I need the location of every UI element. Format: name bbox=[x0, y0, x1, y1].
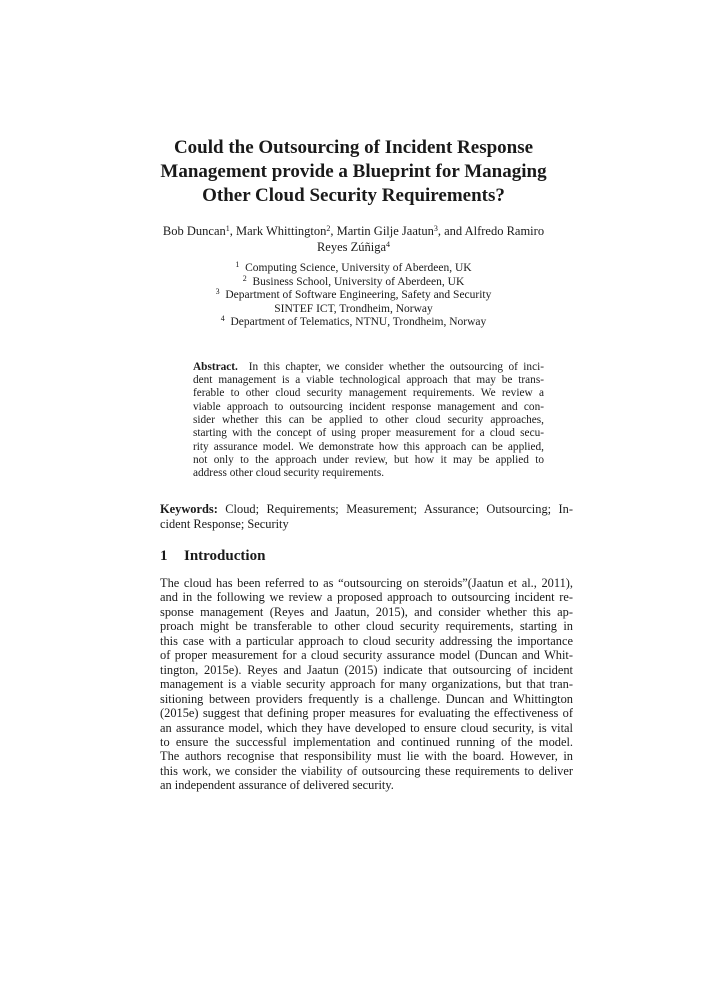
keywords-label: Keywords: bbox=[160, 502, 218, 516]
abstract-line: ferable to other cloud security management requirements. We review a bbox=[193, 387, 544, 399]
abstract-line: address other cloud security requirements. bbox=[193, 467, 385, 479]
affiliation bbox=[0, 304, 707, 316]
affil-text: Department of Telematics, NTNU, Trondheim, Norway bbox=[230, 316, 487, 328]
affiliation bbox=[0, 274, 707, 289]
abstract-line: dent management is a viable technological approach that may be trans- bbox=[193, 374, 544, 386]
affil-mark: 2 bbox=[242, 274, 247, 283]
affiliation bbox=[0, 287, 707, 302]
keywords-line bbox=[160, 503, 573, 515]
affil-text: Computing Science, University of Aberdeen, UK bbox=[245, 262, 472, 274]
body-line: this work, we consider the viability of outsourcing these requirements to deliver bbox=[160, 764, 573, 778]
author-list-cont bbox=[0, 241, 707, 254]
body-line: an independent assurance of delivered security. bbox=[160, 778, 394, 792]
section-heading bbox=[160, 549, 265, 564]
body-line: and in the following we review a proposed approach to outsourcing incident re- bbox=[160, 590, 573, 604]
abstract-line: viable approach to outsourcing incident response management and con- bbox=[193, 401, 544, 413]
abstract-text: In this chapter, we consider whether the outsourcing of inci- bbox=[248, 361, 544, 373]
body-line: an assurance model, which they have developed to ensure cloud security, is vital bbox=[160, 721, 573, 735]
author-name: , and Alfredo Ramiro bbox=[437, 224, 545, 238]
author-affil-mark: 3 bbox=[433, 224, 438, 233]
body-line: proach might be transferable to other cloud security requirements, starting in bbox=[160, 619, 573, 633]
abstract-line: sider whether this can be applied to other cloud security approaches, bbox=[193, 414, 544, 426]
affiliation bbox=[0, 314, 707, 329]
abstract-line bbox=[193, 362, 544, 373]
author-affil-mark: 2 bbox=[326, 224, 331, 233]
affil-mark: 3 bbox=[215, 287, 220, 296]
abstract-label: Abstract. bbox=[193, 361, 238, 373]
affil-text: Business School, University of Aberdeen, UK bbox=[252, 276, 465, 288]
abstract-line: not only to the approach under review, but how it may be applied to bbox=[193, 454, 544, 466]
body-line: this case with a particular approach to cloud security addressing the importance bbox=[160, 634, 573, 648]
body-line: to ensure the successful implementation and continued running of the model. bbox=[160, 735, 573, 749]
author-name: Reyes Zúñiga bbox=[316, 240, 387, 254]
body-line: tington, 2015e). Reyes and Jaatun (2015) indicate that outsourcing of incident bbox=[160, 663, 573, 677]
body-line: (2015e) suggest that defining proper measures for evaluating the effectiveness of bbox=[160, 706, 573, 720]
affil-mark: 1 bbox=[235, 260, 240, 269]
body-line: management is a viable security approach for many organizations, but that tran- bbox=[160, 677, 573, 691]
keywords-text: Cloud; Requirements; Measurement; Assurance; Outsourcing; In- bbox=[225, 502, 573, 516]
paper-title-line: Management provide a Blueprint for Managing bbox=[160, 161, 547, 182]
affil-text: Department of Software Engineering, Safety and Security bbox=[225, 289, 492, 301]
body-line: The authors recognise that responsibility must lie with the board. However, in bbox=[160, 749, 573, 763]
author-name: , Mark Whittington bbox=[229, 224, 327, 238]
paper-title-line: Other Cloud Security Requirements? bbox=[202, 185, 505, 206]
author-list bbox=[0, 225, 707, 238]
section-number: 1 bbox=[160, 548, 168, 564]
affiliation bbox=[0, 260, 707, 275]
affil-text: SINTEF ICT, Trondheim, Norway bbox=[274, 303, 433, 315]
abstract-line: starting with the concept of using proper measurement for a cloud secu- bbox=[193, 427, 544, 439]
author-name: , Martin Gilje Jaatun bbox=[330, 224, 434, 238]
author-affil-mark: 4 bbox=[386, 240, 391, 249]
paper-title-line: Could the Outsourcing of Incident Response bbox=[173, 137, 534, 158]
affil-mark: 4 bbox=[220, 314, 225, 323]
author-name: Bob Duncan bbox=[162, 224, 226, 238]
body-line: The cloud has been referred to as “outsourcing on steroids”(Jaatun et al., 2011), bbox=[160, 576, 573, 590]
body-line: sponse management (Reyes and Jaatun, 2015), and consider whether this ap- bbox=[160, 605, 573, 619]
author-affil-mark: 1 bbox=[225, 224, 230, 233]
body-line: sitioning between providers frequently is a challenge. Duncan and Whittington bbox=[160, 692, 573, 706]
abstract-line: rity assurance model. We demonstrate how this approach can be applied, bbox=[193, 441, 544, 453]
section-title: Introduction bbox=[184, 548, 266, 564]
keywords-line: cident Response; Security bbox=[160, 517, 289, 531]
body-line: of proper measurement for a cloud security assurance model (Duncan and Whit- bbox=[160, 648, 573, 662]
